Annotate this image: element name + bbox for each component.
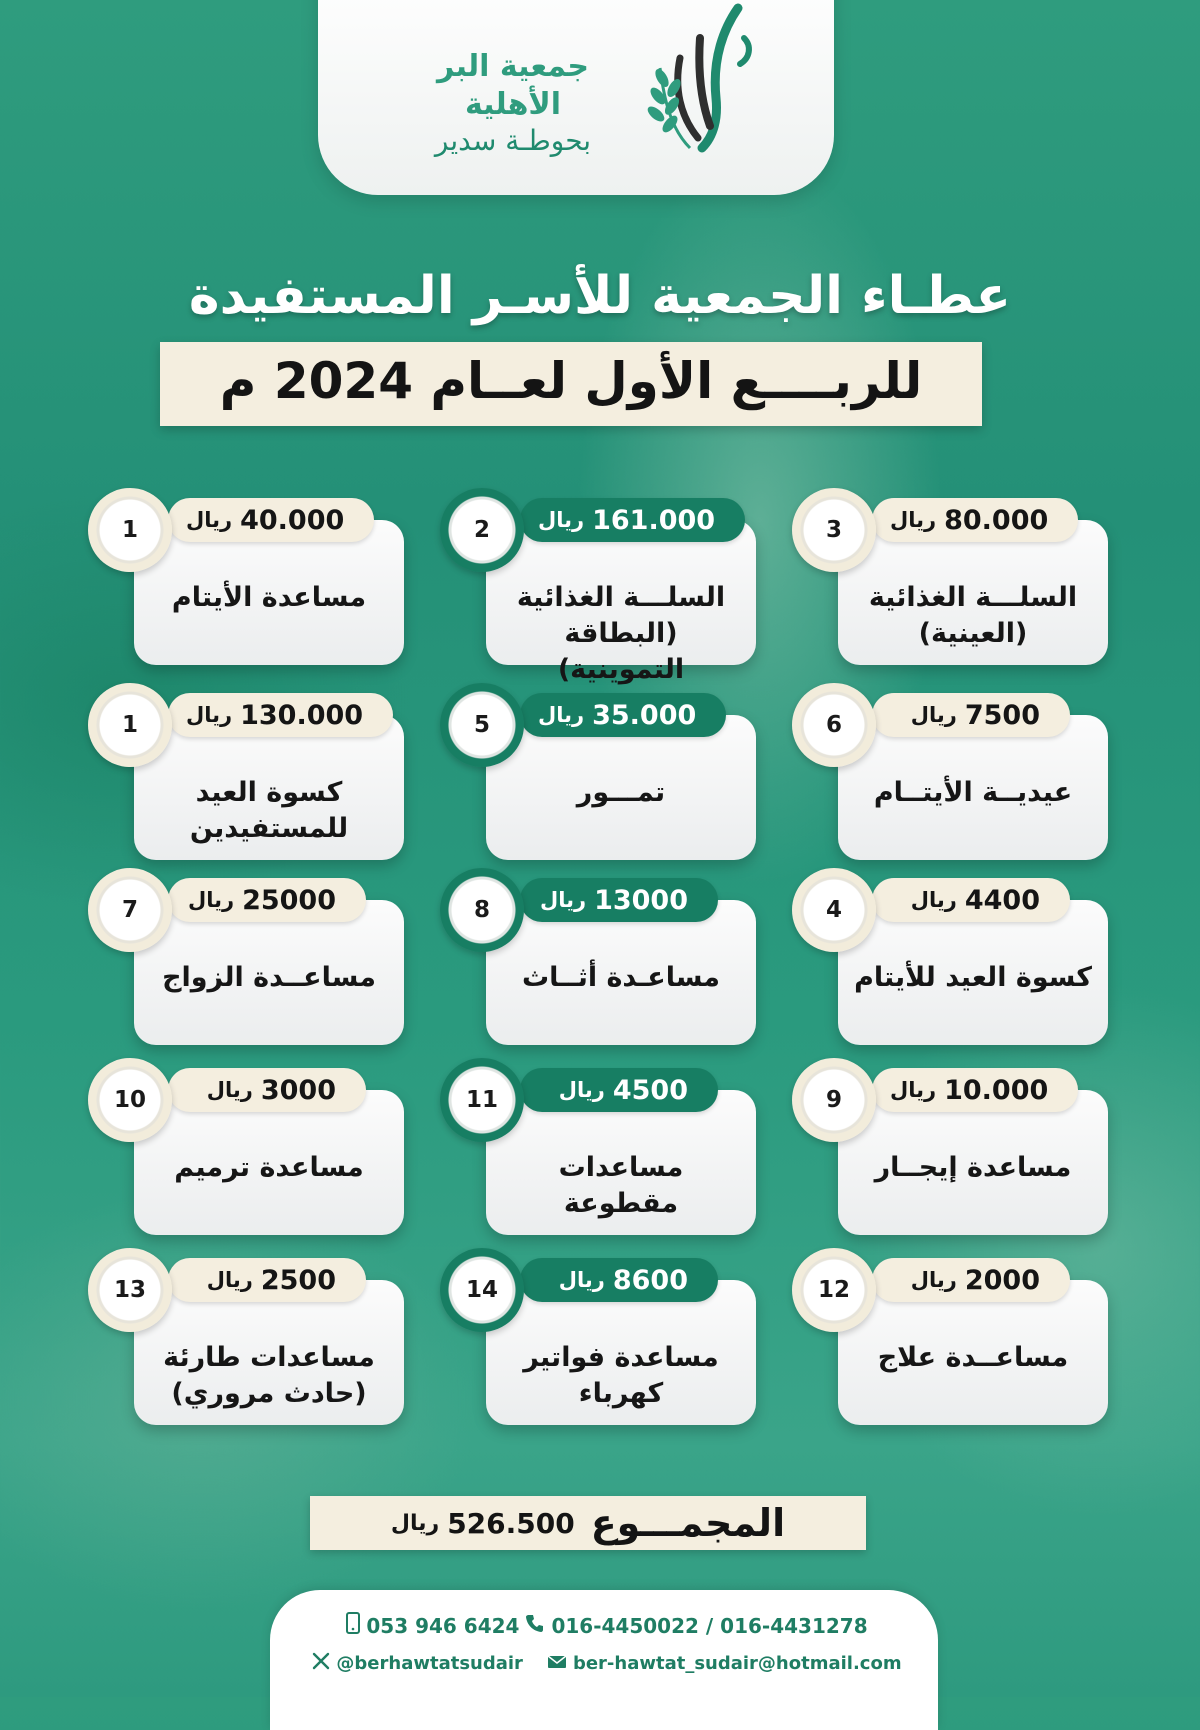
amount-value: 161.000 — [592, 504, 716, 536]
phone-icon — [525, 1613, 545, 1638]
assistance-type-label: مساعدات مقطوعة — [558, 1152, 684, 1219]
assistance-type-label: مساعدة فواتير كهرباء — [523, 1342, 719, 1409]
assistance-type-label: مساعدة إيجــار — [874, 1152, 1072, 1183]
assistance-type-label: السلـــة الغذائية (البطاقة التموينية) — [516, 582, 726, 685]
amount-pill — [168, 498, 374, 542]
amount-value: 8600 — [612, 1264, 688, 1296]
item-number-badge: 4 — [792, 868, 876, 952]
twitter-handle[interactable]: @berhawtatsudair — [336, 1653, 523, 1674]
amount-pill — [168, 1068, 366, 1112]
amount-pill — [168, 878, 366, 922]
amount-value: 7500 — [964, 699, 1040, 731]
assistance-type-label: مساعــدة الزواج — [162, 962, 376, 993]
item-number-badge: 10 — [88, 1058, 172, 1142]
amount-currency: ريال — [206, 1268, 253, 1292]
amount-pill — [872, 1258, 1070, 1302]
total-value: 526.500 — [447, 1506, 575, 1540]
amount-currency: ريال — [910, 888, 957, 912]
contact-footer — [270, 1590, 938, 1730]
amount-currency: ريال — [558, 1078, 605, 1102]
page-title: عطـاء الجمعية للأسـر المستفيدة — [188, 266, 1012, 326]
amount-value: 2500 — [260, 1264, 336, 1296]
amount-currency: ريال — [890, 1078, 937, 1102]
assistance-type-label: مساعـدة أثــاث — [521, 962, 721, 993]
envelope-icon — [547, 1653, 567, 1674]
item-number-badge: 5 — [440, 683, 524, 767]
organization-name-line2: بحوطـة سدير — [434, 124, 592, 157]
amount-value: 13000 — [594, 884, 688, 916]
assistance-type-label: السلـــة الغذائية (العينية) — [868, 582, 1078, 649]
item-number-badge: 2 — [440, 488, 524, 572]
assistance-type-label: عيديــة الأيتــام — [873, 777, 1073, 808]
amount-currency: ريال — [558, 1268, 605, 1292]
organization-logo-icon — [640, 0, 760, 158]
amount-pill — [520, 498, 745, 542]
assistance-type-label: تمـــور — [576, 777, 666, 808]
amount-currency: ريال — [206, 1078, 253, 1102]
amount-value: 4400 — [964, 884, 1040, 916]
amount-value: 35.000 — [592, 699, 697, 731]
amount-pill — [520, 878, 718, 922]
amount-pill — [520, 1258, 718, 1302]
amount-pill — [872, 498, 1078, 542]
amount-pill — [168, 1258, 366, 1302]
item-number-badge: 11 — [440, 1058, 524, 1142]
amount-currency: ريال — [539, 888, 587, 912]
item-number-badge: 1 — [88, 488, 172, 572]
amount-pill — [168, 693, 393, 737]
organization-name-line1: جمعية البر الأهلية — [436, 49, 589, 122]
amount-pill — [872, 1068, 1078, 1112]
subtitle-banner — [160, 342, 982, 426]
amount-value: 3000 — [260, 1074, 336, 1106]
item-number-badge: 3 — [792, 488, 876, 572]
mobile-number: 053 946 6424 — [366, 1613, 520, 1638]
mobile-phone-icon — [346, 1612, 360, 1639]
assistance-type-label: مساعدة الأيتام — [171, 582, 367, 613]
assistance-type-label: كسوة العيد للأيتام — [854, 962, 1092, 993]
amount-pill — [872, 693, 1070, 737]
item-number-badge: 8 — [440, 868, 524, 952]
x-twitter-icon — [312, 1652, 330, 1675]
logo-header — [318, 0, 834, 195]
total-label: المجمـــوع — [590, 1501, 786, 1545]
item-number-badge: 6 — [792, 683, 876, 767]
landline-numbers: 016-4450022 / 016-4431278 — [551, 1613, 868, 1638]
amount-value: 2000 — [964, 1264, 1040, 1296]
amount-currency: ريال — [538, 508, 585, 532]
item-number-badge: 7 — [88, 868, 172, 952]
item-number-badge: 13 — [88, 1248, 172, 1332]
item-number-badge: 14 — [440, 1248, 524, 1332]
amount-value: 25000 — [242, 884, 336, 916]
amount-value: 80.000 — [944, 504, 1049, 536]
amount-pill — [872, 878, 1070, 922]
amount-currency: ريال — [910, 703, 957, 727]
amount-value: 130.000 — [240, 699, 364, 731]
email-address[interactable]: ber-hawtat_sudair@hotmail.com — [572, 1653, 902, 1674]
amount-currency: ريال — [910, 1268, 957, 1292]
amount-value: 4500 — [612, 1074, 688, 1106]
assistance-type-label: مساعدات طارئة (حادث مروري) — [163, 1342, 375, 1409]
amount-currency: ريال — [186, 703, 233, 727]
assistance-type-label: مساعدة ترميم — [174, 1152, 364, 1183]
footer-social-row — [270, 1652, 938, 1675]
page-subtitle: للربــــع الأول لعــام 2024 م — [219, 352, 923, 410]
amount-pill — [520, 1068, 718, 1112]
total-banner — [310, 1496, 866, 1550]
amount-pill — [520, 693, 726, 737]
footer-phones-row — [270, 1612, 938, 1639]
assistance-type-label: مساعــدة علاج — [877, 1342, 1069, 1373]
amount-currency: ريال — [890, 508, 937, 532]
amount-value: 40.000 — [240, 504, 345, 536]
item-number-badge: 1 — [88, 683, 172, 767]
total-currency: ريال — [390, 1510, 440, 1536]
amount-value: 10.000 — [944, 1074, 1049, 1106]
item-number-badge: 9 — [792, 1058, 876, 1142]
organization-name — [398, 48, 628, 158]
amount-currency: ريال — [538, 703, 585, 727]
assistance-type-label: كسوة العيد للمستفيدين — [189, 777, 349, 844]
item-number-badge: 12 — [792, 1248, 876, 1332]
amount-currency: ريال — [186, 508, 233, 532]
amount-currency: ريال — [187, 888, 235, 912]
